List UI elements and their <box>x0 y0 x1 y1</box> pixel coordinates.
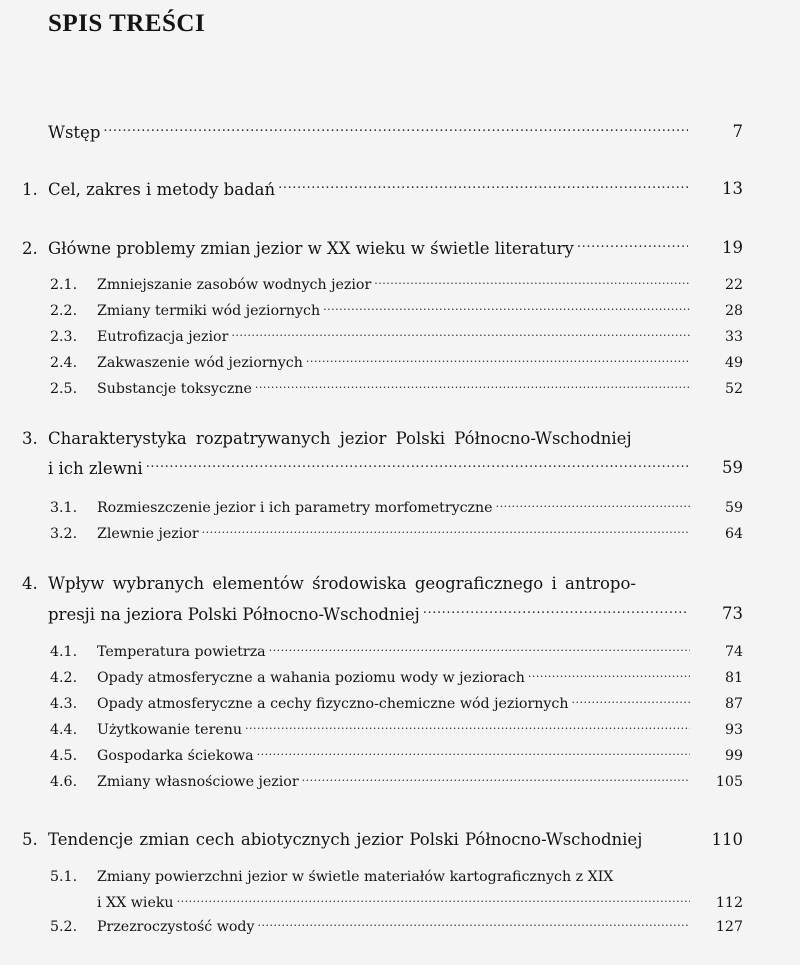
leader-dots <box>496 498 690 512</box>
leader-dots <box>577 237 688 254</box>
entry-page: 64 <box>724 526 743 542</box>
leader-dots <box>202 524 690 538</box>
entry-page: 49 <box>724 355 743 371</box>
entry-number: 4.2. <box>50 670 78 687</box>
entry-title: Substancje toksyczne <box>97 381 252 398</box>
leader-dots <box>374 275 690 289</box>
entry-page: 59 <box>724 500 743 516</box>
toc-entry-chapter-2[interactable] <box>22 237 688 260</box>
entry-title: Opady atmosferyczne a wahania poziomu wody w jeziorach <box>97 670 525 687</box>
leader-dots <box>255 379 690 393</box>
leader-dots <box>528 668 690 682</box>
entry-number: 2.3. <box>50 329 78 346</box>
leader-dots <box>257 746 690 760</box>
entry-page: 110 <box>711 830 743 849</box>
toc-entry-section-2-3[interactable] <box>50 327 690 347</box>
toc-entry-section-4-2[interactable] <box>50 668 690 688</box>
entry-title: Użytkowanie terenu <box>97 722 243 739</box>
entry-title-line1: Zmiany powierzchni jezior w świetle materiałów kartograficznych z XIX <box>97 869 614 885</box>
toc-entry-section-2-1[interactable] <box>50 275 690 295</box>
toc-entry-section-2-4[interactable] <box>50 353 690 373</box>
toc-entry-introduction[interactable] <box>48 121 688 144</box>
toc-entry-chapter-4-line2[interactable] <box>48 603 688 626</box>
entry-page: 52 <box>724 381 743 397</box>
toc-entry-section-5-1-line1[interactable] <box>50 866 613 888</box>
toc-entry-section-5-1-line2[interactable] <box>97 893 690 913</box>
leader-dots <box>278 178 688 195</box>
toc-entry-section-4-3[interactable] <box>50 694 690 714</box>
entry-number: 3. <box>22 429 38 448</box>
entry-number: 5. <box>22 830 38 849</box>
entry-title-line2: i XX wieku <box>97 895 174 912</box>
entry-title: Zmiany własnościowe jezior <box>97 774 299 791</box>
leader-dots <box>177 893 690 907</box>
entry-title: Zakwaszenie wód jeziornych <box>97 355 303 372</box>
entry-title-line2: presji na jeziora Polski Północno-Wschodniej <box>48 604 420 624</box>
leader-dots <box>306 353 690 367</box>
entry-title: Opady atmosferyczne a cechy fizyczno-chemiczne wód jeziornych <box>97 696 569 713</box>
entry-page: 81 <box>724 670 743 686</box>
entry-number: 5.1. <box>50 869 78 885</box>
toc-entry-chapter-4-line1[interactable] <box>22 573 636 595</box>
toc-entry-section-2-5[interactable] <box>50 379 690 399</box>
leader-dots <box>257 917 690 931</box>
entry-number: 4.3. <box>50 696 78 713</box>
entry-number: 2.5. <box>50 381 78 398</box>
leader-dots <box>103 121 688 138</box>
toc-entry-section-2-2[interactable] <box>50 301 690 321</box>
entry-title: Zlewnie jezior <box>97 526 199 543</box>
leader-dots <box>571 694 690 708</box>
entry-page: 93 <box>724 722 743 738</box>
entry-page: 73 <box>722 604 743 623</box>
entry-number: 3.1. <box>50 500 78 517</box>
entry-title-line1: Charakterystyka rozpatrywanych jezior Polski Północno-Wschodniej <box>48 429 632 448</box>
toc-entry-section-4-1[interactable] <box>50 642 690 662</box>
entry-title: Cel, zakres i metody badań <box>48 179 276 199</box>
entry-page: 22 <box>724 277 743 293</box>
entry-title: Przezroczystość wody <box>97 919 255 936</box>
toc-entry-section-3-1[interactable] <box>50 498 690 518</box>
entry-number: 4.4. <box>50 722 78 739</box>
toc-entry-section-3-2[interactable] <box>50 524 690 544</box>
entry-page: 19 <box>722 238 743 257</box>
entry-page: 13 <box>722 179 743 198</box>
entry-number: 4.1. <box>50 644 78 661</box>
leader-dots <box>423 603 688 620</box>
entry-number: 2. <box>22 238 38 258</box>
toc-entry-chapter-1[interactable] <box>22 178 688 201</box>
entry-title-line2: i ich zlewni <box>48 458 143 478</box>
page-title: SPIS TREŚCI <box>48 10 206 37</box>
entry-page: 28 <box>724 303 743 319</box>
leader-dots <box>245 720 690 734</box>
entry-page: 99 <box>724 748 743 764</box>
entry-number: 3.2. <box>50 526 78 543</box>
toc-entry-chapter-3-line1[interactable] <box>22 428 632 450</box>
entry-number: 2.2. <box>50 303 78 320</box>
toc-entry-section-4-6[interactable] <box>50 772 690 792</box>
leader-dots <box>231 327 690 341</box>
leader-dots <box>269 642 690 656</box>
entry-number: 4.5. <box>50 748 78 765</box>
leader-dots <box>302 772 690 786</box>
entry-number: 1. <box>22 179 38 199</box>
entry-title-line1: Wpływ wybranych elementów środowiska geograficznego i antropo- <box>48 574 636 593</box>
entry-page: 112 <box>715 895 743 911</box>
entry-number: 2.4. <box>50 355 78 372</box>
entry-number: 4. <box>22 574 38 593</box>
entry-title: Temperatura powietrza <box>97 644 266 661</box>
entry-number: 2.1. <box>50 277 78 294</box>
entry-page: 7 <box>732 122 743 141</box>
toc-entry-chapter-5[interactable] <box>22 829 712 851</box>
entry-title: Zmiany termiki wód jeziornych <box>97 303 321 320</box>
toc-entry-section-4-4[interactable] <box>50 720 690 740</box>
entry-title: Eutrofizacja jezior <box>97 329 229 346</box>
entry-page: 105 <box>715 774 743 790</box>
entry-title: Zmniejszanie zasobów wodnych jezior <box>97 277 372 294</box>
toc-entry-chapter-3-line2[interactable] <box>48 457 688 480</box>
entry-number: 4.6. <box>50 774 78 791</box>
entry-page: 74 <box>724 644 743 660</box>
entry-page: 127 <box>715 919 743 935</box>
leader-dots <box>323 301 690 315</box>
entry-number: 5.2. <box>50 919 78 936</box>
toc-entry-section-5-2[interactable] <box>50 917 690 937</box>
entry-title: Główne problemy zmian jezior w XX wieku w świetle literatury <box>48 238 574 258</box>
entry-title: Gospodarka ściekowa <box>97 748 254 765</box>
entry-title: Rozmieszczenie jezior i ich parametry morfometryczne <box>97 500 493 517</box>
entry-page: 87 <box>724 696 743 712</box>
leader-dots <box>146 457 688 474</box>
toc-entry-section-4-5[interactable] <box>50 746 690 766</box>
entry-page: 33 <box>724 329 743 345</box>
entry-title: Tendencje zmian cech abiotycznych jezior Polski Północno-Wschodniej <box>48 830 643 849</box>
entry-page: 59 <box>722 458 743 477</box>
entry-title: Wstęp <box>48 122 101 142</box>
